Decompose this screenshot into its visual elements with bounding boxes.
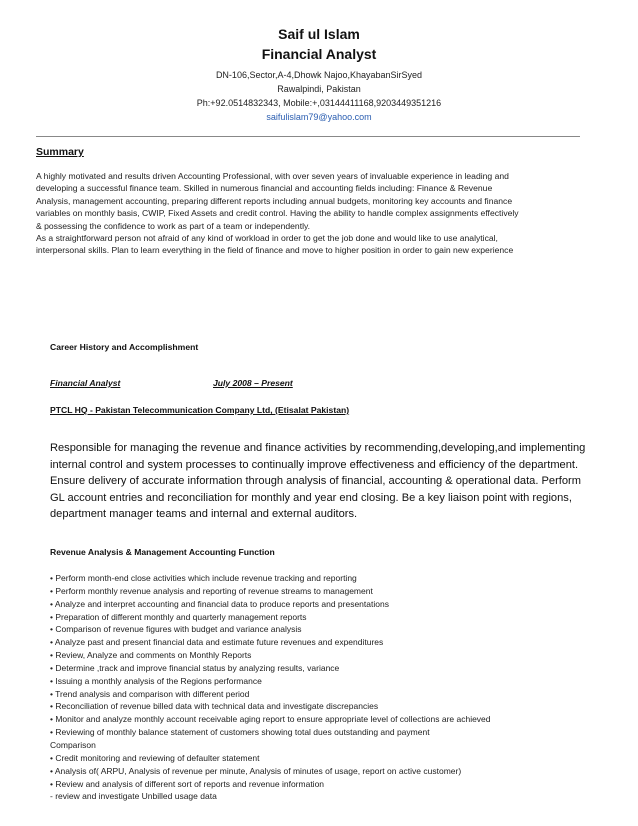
summary-line: A highly motivated and results driven Accounting Professional, with over seven years of invaluable experience in leading and (36, 171, 509, 181)
responsibility-line: GL account entries and reconciliation for monthly and year end closing. Be a key liaison point with regions, (50, 491, 572, 504)
list-item: • Review, Analyze and comments on Monthly Reports (50, 650, 252, 661)
list-item: Comparison (50, 739, 96, 750)
list-item: • Determine ,track and improve financial status by analyzing results, variance (50, 662, 340, 673)
summary-line: interpersonal skills. Plan to learn everything in the field of finance and move to higher position in order to gain new experience (36, 245, 514, 256)
job-title: Financial Analyst (261, 46, 377, 62)
email-link[interactable]: saifulislam79@yahoo.com (266, 112, 372, 122)
list-item: • Credit monitoring and reviewing of defaulter statement (50, 752, 260, 763)
list-item: • Comparison of revenue figures with budget and variance analysis (50, 624, 302, 635)
list-item: • Preparation of different monthly and quarterly management reports (50, 611, 307, 622)
summary-line: developing a successful finance team. Skilled in numerous financial and accounting fields including: Finance & Revenue (36, 183, 493, 194)
revenue-heading: Revenue Analysis & Management Accounting Function (50, 547, 275, 557)
summary-line: Analysis, management accounting, preparing different reports including annual budgets, monitoring key accounts and finance (36, 195, 513, 206)
career-heading: Career History and Accomplishment (50, 342, 199, 352)
summary-heading: Summary (36, 146, 84, 158)
summary-line: As a straightforward person not afraid of any kind of workload in order to get the job done and would like to use analytical, (36, 233, 498, 244)
summary-text (36, 170, 580, 257)
list-item: • Perform monthly revenue analysis and reporting of revenue streams to management (50, 585, 373, 596)
list-item: • Monitor and analyze monthly account receivable aging report to ensure appropriate level of collections are achieved (50, 714, 491, 725)
list-item: • Trend analysis and comparison with different period (50, 688, 250, 699)
list-item: • Analyze and interpret accounting and financial data to produce reports and presentations (50, 598, 389, 609)
summary-line: variables on monthly basis, CWIP, Fixed Assets and credit control. Having the ability to handle complex assignments effectively (36, 208, 519, 219)
list-item: • Issuing a monthly analysis of the Regions performance (50, 675, 262, 686)
address-line-1: DN-106,Sector,A-4,Dhowk Najoo,KhayabanSirSyed (215, 70, 423, 80)
role-title: Financial Analyst (50, 378, 121, 388)
responsibility-paragraph (50, 440, 590, 523)
responsibility-line: Ensure delivery of accurate information through analysis of financial, accounting & operational data. Perform (50, 475, 581, 487)
list-item: • Reconciliation of revenue billed data with technical data and investigate discrepancies (50, 701, 379, 712)
responsibility-line: Responsible for managing the revenue and finance activities by recommending,developing,and implementing (50, 442, 586, 454)
list-item: • Review and analysis of different sort of reports and revenue information (50, 778, 325, 789)
responsibility-line: department manager teams and internal and external auditors. (50, 508, 358, 520)
list-item: • Analysis of( ARPU, Analysis of revenue per minute, Analysis of minutes of usage, report on active customer) (50, 765, 462, 776)
responsibility-line: internal control and system processes to continually improve effectiveness and efficiency of the department. (50, 458, 579, 471)
list-item: • Analyze past and present financial data and estimate future revenues and expenditures (50, 637, 384, 648)
list-item: - review and investigate Unbilled usage data (50, 791, 217, 802)
list-item: • Reviewing of monthly balance statement of customers showing total dues outstanding and payment (50, 727, 430, 738)
address-line-2: Rawalpindi, Pakistan (277, 84, 361, 94)
candidate-name: Saif ul Islam (278, 26, 360, 42)
company-name: PTCL HQ - Pakistan Telecommunication Company Ltd, (Etisalat Pakistan) (50, 405, 350, 415)
phone-line: Ph:+92.0514832343, Mobile:+,03144411168,9203449351216 (196, 98, 442, 108)
list-item: • Perform month-end close activities which include revenue tracking and reporting (50, 573, 357, 583)
header-divider (36, 136, 580, 137)
summary-line: & possessing the confidence to work as part of a team or independently. (36, 220, 311, 231)
revenue-bullet-list (50, 572, 590, 803)
role-dates: July 2008 – Present (213, 378, 293, 388)
